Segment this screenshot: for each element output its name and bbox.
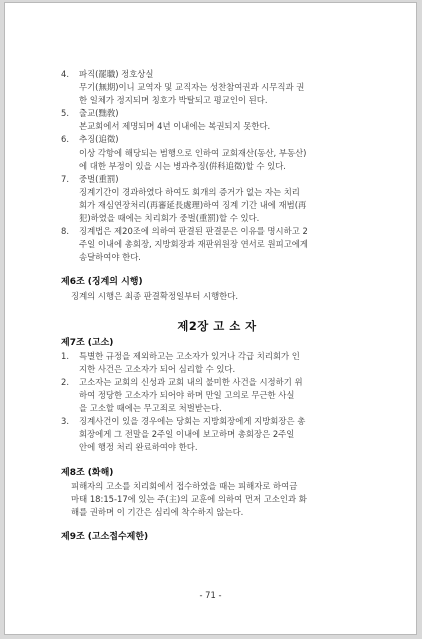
item-body — [74, 225, 373, 264]
list-item — [61, 376, 373, 415]
item-number: 2. — [61, 376, 69, 387]
article-8-line: 마태 18:15-17에 있는 주(主)의 교훈에 의하여 먼저 고소인과 화 — [71, 493, 307, 504]
list-item — [61, 173, 373, 225]
page-content — [61, 68, 373, 544]
item-line: 파직(罷職) 정호상실 — [79, 69, 154, 79]
item-line: 주일 이내에 총회장, 지방회장과 재판위원장 연서로 원피고에게 — [79, 239, 308, 250]
list-item — [61, 133, 373, 172]
list-item — [61, 350, 373, 376]
item-number: 3. — [61, 416, 69, 427]
item-body — [74, 376, 373, 415]
item-line: 犯)하였을 때에는 치리회가 중벌(重罰)할 수 있다. — [79, 213, 260, 224]
item-line: 에 대한 부정이 있을 시는 병과추징(倂科追徵)할 수 있다. — [79, 160, 286, 171]
list-item — [61, 415, 373, 454]
item-line: 을 고소할 때에는 무고죄로 처벌받는다. — [79, 403, 222, 414]
item-line: 중벌(重罰) — [79, 173, 119, 184]
item-number: 6. — [61, 134, 69, 145]
item-line: 고소자는 교회의 신성과 교회 내의 불미한 사건을 시정하기 위 — [79, 376, 303, 387]
item-line: 이상 각항에 해당되는 범행으로 인하여 교회재산(동산, 부동산) — [79, 147, 307, 158]
item-body — [74, 68, 373, 107]
article-6-body — [61, 290, 373, 303]
article-9-title: 제9조 (고소접수제한) — [61, 531, 149, 542]
item-number: 8. — [61, 226, 69, 237]
item-line: 본교회에서 제명되며 4년 이내에는 복권되지 못한다. — [79, 121, 271, 132]
item-line: 출교(黜敎) — [79, 108, 119, 119]
list-item — [61, 225, 373, 264]
item-body — [74, 350, 373, 376]
chapter-title: 제2장 고 소 자 — [177, 318, 257, 333]
document-page — [4, 2, 417, 635]
article-6-title: 제6조 (징계의 시행) — [61, 277, 143, 288]
complaint-list — [61, 350, 373, 455]
item-body — [74, 173, 373, 225]
item-line: 회가 재심연장처리(再審延長處理)하여 징계 기간 내에 재범(再 — [79, 199, 307, 210]
item-body — [74, 107, 373, 133]
item-line: 무기(無期)이니 교역자 및 교직자는 성찬참여권과 시무직과 권 — [79, 82, 305, 93]
article-8-title: 제8조 (화해) — [61, 467, 114, 478]
list-item — [61, 107, 373, 133]
article-8-body — [61, 480, 373, 519]
item-line: 송달하여야 한다. — [79, 252, 141, 263]
page-number: - 71 - — [199, 590, 222, 600]
item-line: 징계기간이 경과하였다 하여도 회개의 증거가 없는 자는 치리 — [79, 186, 300, 197]
item-line: 회장에게 그 전말을 2주일 이내에 보고하며 총회장은 2주일 — [79, 429, 295, 440]
article-8-line: 해를 권하며 이 기간은 심리에 착수하지 않는다. — [71, 506, 244, 517]
article-8-line: 피해자의 고소를 치리회에서 접수하였을 때는 피해자로 하여금 — [71, 480, 298, 491]
item-number: 5. — [61, 108, 69, 119]
item-line: 한 일체가 정지되며 칭호가 박탈되고 평교인이 된다. — [79, 95, 268, 106]
item-line: 지한 사건은 고소자가 되어 심리할 수 있다. — [79, 363, 236, 374]
item-line: 징계사건이 있을 경우에는 당회는 지방회장에게 지방회장은 총 — [79, 416, 306, 427]
article-7-title: 제7조 (고소) — [61, 337, 114, 348]
item-number: 7. — [61, 173, 69, 184]
item-line: 특별한 규정을 제외하고는 고소자가 있거나 각급 치리회가 인 — [79, 350, 300, 361]
penalty-list — [61, 68, 373, 264]
list-item — [61, 68, 373, 107]
item-body — [74, 133, 373, 172]
item-line: 안에 행정 처리 완료하여야 한다. — [79, 442, 198, 453]
article-6-line: 징계의 시행은 최종 판결확정일부터 시행한다. — [71, 290, 239, 301]
item-number: 1. — [61, 350, 69, 361]
item-line: 징계법은 제20조에 의하여 판결된 판결문은 이유를 명시하고 2 — [79, 226, 308, 237]
item-number: 4. — [61, 69, 69, 79]
item-line: 하여 정당한 고소자가 되어야 하며 만일 고의로 무근한 사실 — [79, 390, 295, 401]
item-body — [74, 415, 373, 454]
item-line: 추징(追徵) — [79, 134, 119, 145]
